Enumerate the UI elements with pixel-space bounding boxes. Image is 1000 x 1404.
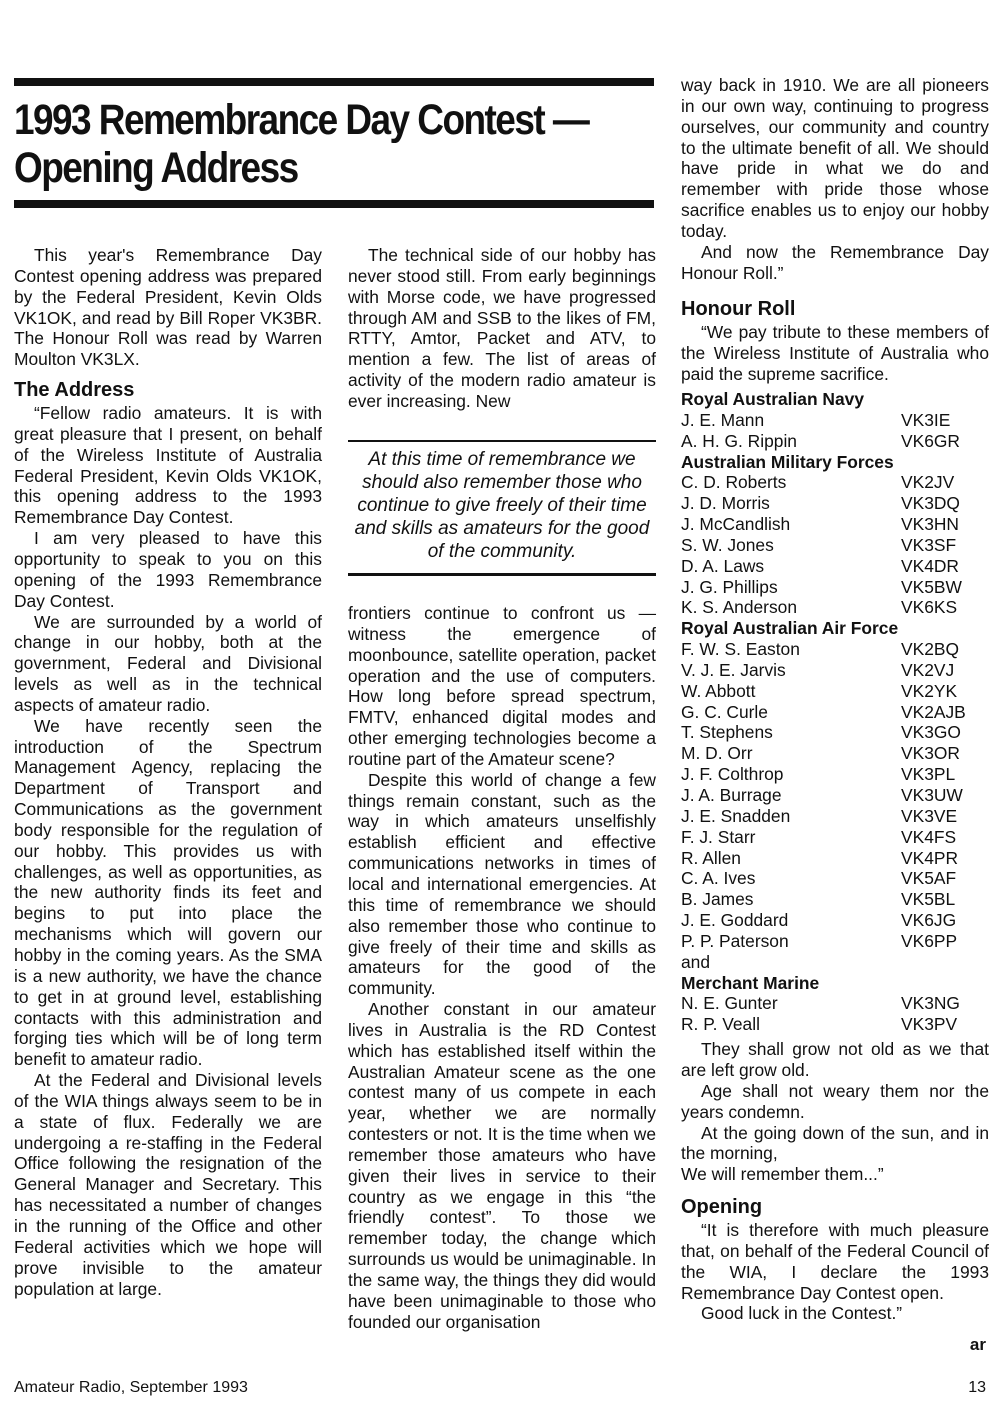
column-1 <box>14 245 322 1299</box>
honour-roll-row <box>681 764 989 785</box>
honour-roll-row <box>681 931 989 952</box>
honour-roll-row <box>681 848 989 869</box>
member-name: J. G. Phillips <box>681 576 778 597</box>
army-heading: Australian Military Forces <box>681 451 894 472</box>
honour-roll-row <box>681 431 989 452</box>
member-name: D. A. Laws <box>681 555 765 576</box>
honour-roll-row <box>681 910 989 931</box>
member-callsign: VK6KS <box>901 597 958 618</box>
member-name: J. D. Morris <box>681 493 770 514</box>
honour-roll-row <box>681 639 989 660</box>
address-heading: The Address <box>14 379 135 402</box>
footer-page-number: 13 <box>968 1379 986 1396</box>
member-name: N. E. Gunter <box>681 993 778 1014</box>
member-name: J. F. Colthrop <box>681 764 784 785</box>
member-name: T. Stephens <box>681 722 773 743</box>
honour-roll-row <box>681 889 989 910</box>
navy-list <box>681 410 989 452</box>
member-callsign: VK6JG <box>901 910 957 931</box>
col3-top <box>681 75 989 283</box>
honour-roll-row <box>681 743 989 764</box>
article-title <box>14 96 589 192</box>
honour-roll-heading: Honour Roll <box>681 298 796 321</box>
member-callsign: VK4DR <box>901 555 959 576</box>
column-2-lower <box>348 603 656 1333</box>
member-callsign: VK3SF <box>901 534 957 555</box>
member-name: J. E. Snadden <box>681 805 791 826</box>
honour-roll-row <box>681 660 989 681</box>
member-callsign: VK3NG <box>901 993 960 1014</box>
member-callsign: VK3UW <box>901 785 963 805</box>
member-callsign: VK2JV <box>901 472 955 493</box>
member-callsign: VK3OR <box>901 743 960 764</box>
honour-roll-row <box>681 681 989 702</box>
col2-paragraph: Despite this world of change a few things remain constant, such as the way in which amateurs unselfishly establish efficient and effective communications networks in times of local and international emergencies. At this time of remembrance we should also remember those who continue to give freely of their time and skills as amateurs for the good of the community. <box>348 769 656 999</box>
member-name: R. P. Veall <box>681 1014 760 1035</box>
opening-paragraph: Good luck in the Contest.” <box>701 1303 903 1324</box>
honour-roll-row <box>681 868 989 889</box>
member-name: V. J. E. Jarvis <box>681 659 786 680</box>
member-callsign: VK3GO <box>901 722 961 743</box>
member-name: M. D. Orr <box>681 743 753 764</box>
member-callsign: VK3PV <box>901 1014 958 1035</box>
end-mark: ar <box>969 1335 986 1354</box>
member-name: F. J. Starr <box>681 826 756 847</box>
col3-paragraph: And now the Remembrance Day Honour Roll.” <box>681 241 989 283</box>
opening-paragraph: “It is therefore with much pleasure that, on behalf of the Federal Council of the WIA, I declare the 1993 Remembrance Day Contest open. <box>681 1220 989 1303</box>
poem-line: They shall grow not old as we that are left grow old. <box>681 1039 989 1080</box>
member-callsign: VK5BL <box>901 889 956 910</box>
member-name: S. W. Jones <box>681 534 774 555</box>
honour-roll-row <box>681 577 989 598</box>
airforce-list <box>681 639 989 952</box>
member-callsign: VK2VJ <box>901 659 955 680</box>
title-line-1: 1993 Remembrance Day Contest — <box>14 96 589 144</box>
member-callsign: VK3HN <box>901 514 959 535</box>
column-3 <box>681 75 989 1324</box>
and-word: and <box>681 951 711 972</box>
member-name: K. S. Anderson <box>681 597 798 618</box>
honour-roll-row <box>681 514 989 535</box>
member-name: A. H. G. Rippin <box>681 430 797 451</box>
address-body <box>14 403 322 1299</box>
member-callsign: VK2YK <box>901 680 958 701</box>
honour-roll-row <box>681 493 989 514</box>
address-paragraph: “Fellow radio amateurs. It is with great pleasure that I present, on behalf of the Wireless Institute of Australia Federal President, Kevin Olds VK1OK, this opening address to the 1993 Remembrance Day Contest. <box>14 403 322 528</box>
member-callsign: VK2BQ <box>901 639 959 660</box>
member-name: J. A. Burrage <box>681 785 782 805</box>
member-name: J. E. Goddard <box>681 910 789 931</box>
honour-roll-row <box>681 702 989 723</box>
poem <box>681 1039 989 1185</box>
title-top-rule <box>14 78 654 86</box>
member-callsign: VK2AJB <box>901 701 966 722</box>
marine-list <box>681 993 989 1035</box>
honour-roll-row <box>681 806 989 827</box>
col2-paragraph: Another constant in our amateur lives in Australia is the RD Contest which has established itself within the Australian Amateur scene as the one contest many of us compete in each year, whether we are normally contesters or not. It is the time when we remember those amateurs who have given their lives in service to their country as we engage in this “the friendly contest”. To those we remember today, the change which surrounds us would be unimaginable. In the same way, the things they did would have been unimaginable to those who founded our organisation <box>348 999 656 1332</box>
member-callsign: VK5BW <box>901 576 962 597</box>
col2-paragraph: frontiers continue to confront us — witness the emergence of moonbounce, satellite operation, packet operation and the use of computers. How long before spread spectrum, FMTV, enhanced digital modes and other emerging technologies become a routine part of the Amateur scene? <box>348 603 656 769</box>
col2-top-paragraph: The technical side of our hobby has never stood still. From early beginnings with Morse code, we have progressed through AM and SSB to the likes of FM, RTTY, Amtor, Packet and ATV, to mention a few. The list of areas of activity of the modern radio amateur is ever increasing. New <box>348 245 656 411</box>
member-name: W. Abbott <box>681 680 756 701</box>
member-name: C. A. Ives <box>681 868 756 889</box>
address-paragraph: We are surrounded by a world of change in our hobby, both at the government, Federal and Divisional levels as well as in the technical aspects of amateur radio. <box>14 611 322 715</box>
marine-heading: Merchant Marine <box>681 972 820 993</box>
opening-body <box>681 1220 989 1324</box>
address-paragraph: At the Federal and Divisional levels of the WIA things always seem to be in a state of flux. Federally we are undergoing a re-staffing in the Federal Office following the resignation of the General Manager and Secretary. This has necessitated a number of changes in the running of the Office and other Federal activities which we hope will prove invisible to the amateur population at large. <box>14 1070 322 1299</box>
honour-roll-row <box>681 722 989 743</box>
footer-publication: Amateur Radio, September 1993 <box>14 1379 248 1396</box>
member-callsign: VK3VE <box>901 805 958 826</box>
address-paragraph: We have recently seen the introduction of the Spectrum Management Agency, replacing the Department of Transport and Communications as the government body responsible for the regulation of our hobby. This provides us with challenges, as well as opportunities, as the new authority finds its feet and begins to put into place the mechanisms which will govern our hobby in the coming years. As the SMA is a new authority, we have the chance to get in at ground level, establishing contacts with this administration and forging ties which will be of long term benefit to amateur radio. <box>14 715 322 1070</box>
member-callsign: VK3IE <box>901 409 951 430</box>
army-list <box>681 472 989 618</box>
honour-roll-row <box>681 535 989 556</box>
honour-roll-row <box>681 785 989 806</box>
honour-roll-row <box>681 410 989 431</box>
member-name: R. Allen <box>681 847 741 868</box>
title-bottom-rule <box>14 200 654 208</box>
member-name: F. W. S. Easton <box>681 639 800 660</box>
member-name: G. C. Curle <box>681 701 768 722</box>
pull-quote: At this time of remembrance we should also remember those who continue to give freely of their time and skills as amateurs for the good of the community. <box>348 440 656 576</box>
honour-roll-row <box>681 472 989 493</box>
member-callsign: VK4FS <box>901 826 957 847</box>
honour-roll-row <box>681 993 989 1014</box>
member-callsign: VK3PL <box>901 764 956 785</box>
column-2 <box>348 245 656 412</box>
member-callsign: VK6PP <box>901 930 958 951</box>
honour-roll-row <box>681 556 989 577</box>
member-name: C. D. Roberts <box>681 472 787 493</box>
col2-body <box>348 603 656 1333</box>
honour-intro: “We pay tribute to these members of the Wireless Institute of Australia who paid the supreme sacrifice. <box>681 322 989 385</box>
honour-roll-row <box>681 1014 989 1035</box>
member-name: J. McCandlish <box>681 514 791 535</box>
member-callsign: VK5AF <box>901 868 957 889</box>
poem-line: Age shall not weary them nor the years condemn. <box>681 1080 989 1122</box>
poem-line: We will remember them...” <box>681 1164 884 1185</box>
member-name: P. P. Paterson <box>681 930 789 951</box>
navy-heading: Royal Australian Navy <box>681 388 864 409</box>
poem-line: At the going down of the sun, and in the morning, <box>681 1122 989 1164</box>
intro-paragraph: This year's Remembrance Day Contest opening address was prepared by the Federal President, Kevin Olds VK1OK, and read by Bill Roper VK3BR. The Honour Roll was read by Warren Moulton VK3LX. <box>14 245 322 370</box>
member-callsign: VK3DQ <box>901 493 960 514</box>
title-line-2: Opening Address <box>14 144 298 192</box>
member-name: B. James <box>681 889 754 910</box>
member-callsign: VK4PR <box>901 847 959 868</box>
member-name: J. E. Mann <box>681 409 765 430</box>
opening-heading: Opening <box>681 1196 763 1219</box>
col3-paragraph: way back in 1910. We are all pioneers in our own way, continuing to progress ourselves, our community and country to the ultimate benefit of all. We should have pride in what we do and remember with pride those whose sacrifice enables us to enjoy our hobby today. <box>681 75 989 241</box>
airforce-heading: Royal Australian Air Force <box>681 618 899 639</box>
address-paragraph: I am very pleased to have this opportunity to speak to you on this opening of the 1993 Remembrance Day Contest. <box>14 528 322 611</box>
honour-roll-row <box>681 827 989 848</box>
honour-roll-row <box>681 597 989 618</box>
member-callsign: VK6GR <box>901 430 960 451</box>
